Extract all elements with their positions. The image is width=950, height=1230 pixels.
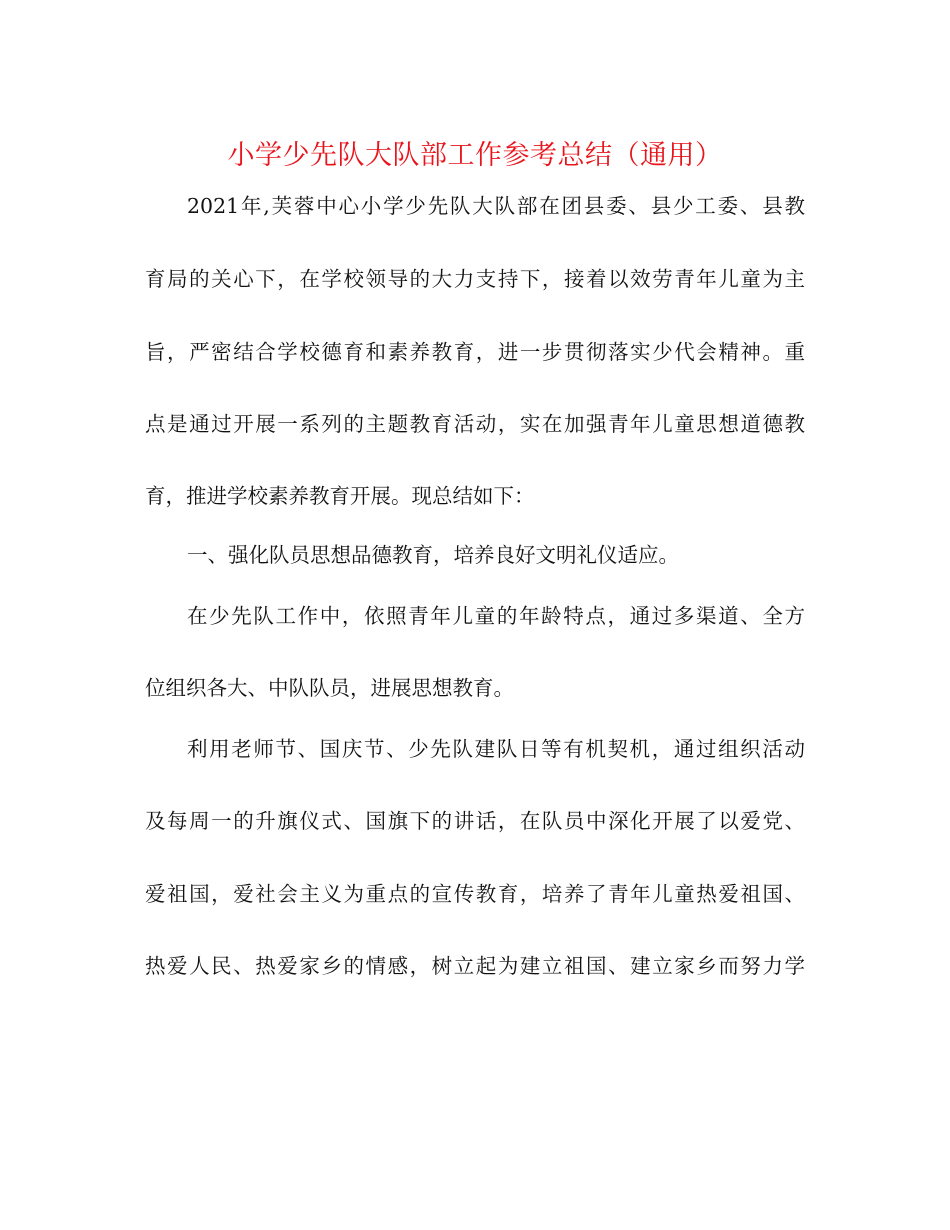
paragraph-2-line-1: 在少先队工作中，依照青年儿童的年龄特点，通过多渠道、全方 [187, 604, 805, 628]
paragraph-1-line-5: 育，推进学校素养教育开展。现总结如下： [145, 484, 535, 508]
paragraph-1-line-4: 点是通过开展一系列的主题教育活动，实在加强青年儿童思想道德教 [145, 412, 805, 436]
paragraph-1-line-2: 育局的关心下，在学校领导的大力支持下，接着以效劳青年儿童为主 [145, 267, 805, 291]
section-heading-1: 一、强化队员思想品德教育，培养良好文明礼仪适应。 [187, 543, 679, 567]
paragraph-1-line-3: 旨，严密结合学校德育和素养教育，进一步贯彻落实少代会精神。重 [145, 340, 805, 364]
paragraph-1-line-1: 2021年,芙蓉中心小学少先队大队部在团县委、县少工委、县教 [187, 194, 805, 218]
paragraph-3-line-4: 热爱人民、热爱家乡的情感，树立起为建立祖国、建立家乡而努力学 [145, 954, 805, 978]
paragraph-3-line-1: 利用老师节、国庆节、少先队建队日等有机契机，通过组织活动 [187, 737, 805, 761]
paragraph-3-line-3: 爱祖国，爱社会主义为重点的宣传教育，培养了青年儿童热爱祖国、 [145, 882, 805, 906]
document-title: 小学少先队大队部工作参考总结（通用） [227, 140, 723, 171]
paragraph-2-line-2: 位组织各大、中队队员，进展思想教育。 [145, 676, 514, 700]
paragraph-3-line-2: 及每周一的升旗仪式、国旗下的讲话，在队员中深化开展了以爱党、 [145, 809, 805, 833]
